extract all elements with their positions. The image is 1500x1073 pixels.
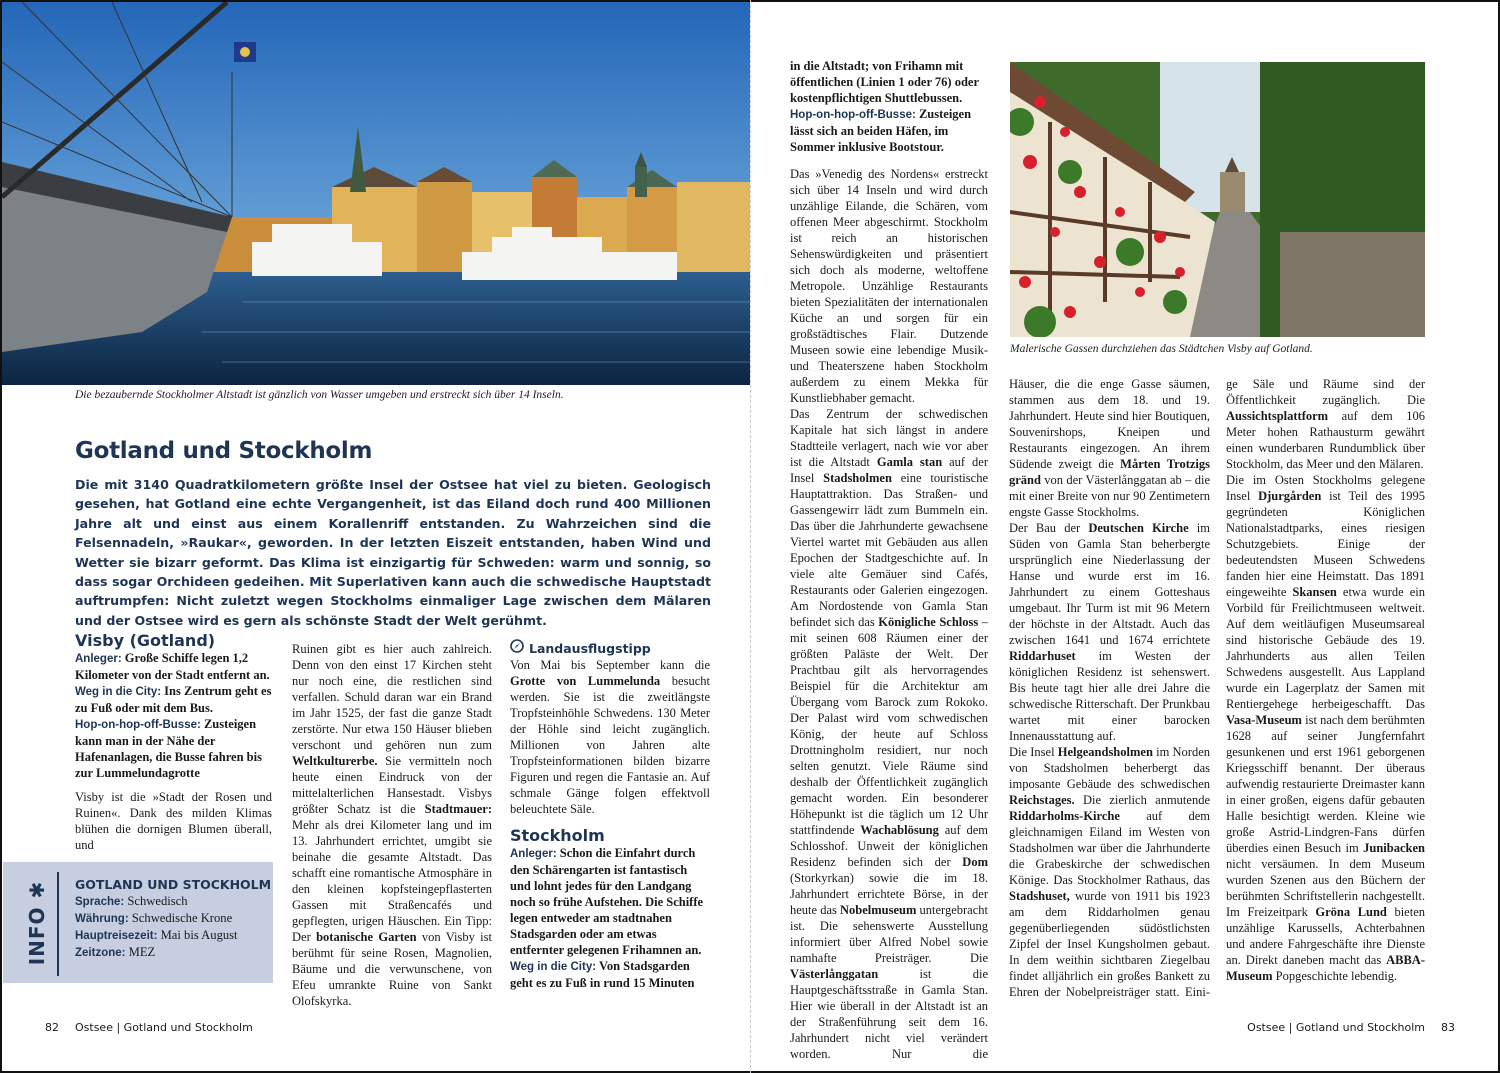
page-number-right: 83 [1441, 1021, 1455, 1034]
bold-term: ABBA-Museum [1226, 953, 1425, 983]
stockholm-body-column-2 [1009, 376, 1210, 1000]
text-run: etwa wurde ein Vorbild für Freilichtmuseen weltweit. Auf dem weitläufigen Museumsareal sind historische Gebäude des 19. Jahrhunderts aus allen Teilen Schwedens ausgestellt. Aus Lappland wurde ein Lagerplatz der Samen mit Rentiergehege herbeigeschafft. Das [1226, 585, 1426, 711]
body-paragraph [790, 406, 988, 1062]
bold-term: Gröna Lund [1315, 905, 1387, 919]
info-divider [57, 872, 59, 976]
info-row [75, 893, 271, 910]
text-run: Zusteigen kann man in der Nähe der Hafenanlagen, die Busse fahren bis zur Lummelundagrotte [75, 717, 262, 780]
bold-term: Västerlånggatan [790, 967, 879, 981]
text-run: Ins Zentrum geht es zu Fuß oder mit dem Bus. [75, 684, 272, 715]
body-paragraph [1226, 376, 1425, 472]
text-run: Popgeschichte lebendig. [1272, 969, 1398, 983]
visby-alley-photo [1010, 62, 1425, 337]
text-run: auf der Insel [790, 455, 988, 485]
text-run: auf dem 106 Meter hohen Rathausturm gewährt einen wunderbaren Rundumblick über Stockholm, das Meer und den Mälaren. [1226, 409, 1425, 471]
info-row-label: Sprache: [75, 896, 125, 908]
bold-term: Helgeandsholmen [1057, 745, 1153, 759]
text-run: Die zierlich anmutende [1074, 793, 1210, 807]
text-run: Der Bau der [1009, 521, 1089, 535]
stockholm-old-town-photo [2, 2, 750, 385]
stockholm-facts [510, 845, 710, 991]
text-run: Ruinen gibt es hier auch zahlreich. Denn von den einst 17 Kirchen steht nur noch eine, die restlichen sind verfallen. Schuld daran war ein Brand im Jahr 1525, der fast die ganze Stadt zerstörte. Nur etwa 150 Häuser blieben verschont und gehören nun zum [292, 642, 492, 752]
text-run: Große Schiffe legen 1,2 Kilometer von der Stadt entfernt an. [75, 651, 270, 682]
text-run: besucht werden. Sie ist die zweitlängste Tropfsteinhöhle Schwedens. 130 Meter der Höhle sind leicht zugänglich. Millionen von Jahren alte Tropfsteinformationen bilden bizarre Figuren und regen die Fantasie an. Auf schmale Gänge folgen effektvoll beleuchtete Säle. [510, 674, 710, 816]
bold-term: Grotte von Lummelunda [510, 674, 661, 688]
info-row-label: Zeitzone: [75, 947, 126, 959]
tip-body [510, 657, 710, 817]
text-run: im Westen der königlichen Residenz ist sehenswert. Bis heute tagt hier alle drei Jahre die schwedische Ritterschaft. Der Prunkbau wartet mit einer barocken Innenausstattung auf. [1009, 649, 1210, 743]
page-title: Gotland und Stockholm [75, 438, 373, 464]
stockholm-column [510, 827, 710, 991]
text-run: ist nach dem berühmten 1628 auf seiner Jungfernfahrt gesunkenen und erst 1961 geborgenen Kriegsschiff benannt. Der überaus aufwendig restaurierte Dreimaster kann in einer großen, eigens dafür gebauten Halle besichtigt werden. Kleine wie große Astrid-Lindgren-Fans dürfen überdies einen Besuch im [1226, 713, 1425, 855]
info-row-value: MEZ [125, 945, 156, 959]
info-box [3, 862, 273, 983]
fact-line [790, 58, 990, 106]
text-run: im Süden von Gamla Stan beherbergte ursprünglich eine Niederlassung der Hanse und wurde erst im 16. Jahrhundert zu einem Gotteshaus umgebaut. Ihr Turm ist mit 96 Metern der höchste in der Altstadt. Auch das zwischen 1641 und 1674 errichtete [1009, 521, 1211, 647]
stockholm-body-column-3 [1226, 376, 1425, 984]
body-paragraph [1226, 472, 1425, 984]
fact-label: Anleger: [510, 848, 557, 860]
bold-term: Wachablösung [860, 823, 939, 837]
fact-label: Anleger: [75, 653, 122, 665]
text-run: Visby ist die »Stadt der Rosen und Ruinen«. Dank des milden Klimas blühen die dornigen Blumen überall, und [75, 790, 272, 852]
text-run: Zusteigen lässt sich an beiden Häfen, im Sommer inklusive Bootstour. [790, 107, 972, 154]
bold-term: Riddarholms-Kirche [1009, 809, 1120, 823]
bold-term: Nobelmuseum [839, 903, 917, 917]
info-row [75, 910, 271, 927]
running-head-right: Ostsee | Gotland und Stockholm [1247, 1021, 1425, 1034]
stockholm-facts-continued [790, 58, 990, 155]
text-run: bieten unzählige Karussells, Achterbahnen und andere Fahrgeschäfte ihre Dienste an. Direkt daneben macht das [1226, 905, 1425, 967]
fact-line [510, 845, 710, 958]
text-run: Sie vermitteln noch heute einen Eindruck von der mittelalterlichen Hansestadt. Visbys größter Schatz ist die [292, 754, 492, 816]
bold-term: Djurgården [1258, 489, 1322, 503]
visby-heading: Visby (Gotland) [75, 631, 216, 650]
body-paragraph [1009, 744, 1210, 1000]
info-label: INFO ✱ [25, 880, 49, 966]
text-run: Das Zentrum der schwedischen Kapitale hat sich längst in andere Stadtteile verlagert, nach wie vor aber ist die Altstadt [790, 407, 988, 469]
info-title: GOTLAND UND STOCKHOLM [75, 877, 272, 892]
bold-term: Weltkulturerbe. [292, 754, 378, 768]
text-run: von der Västerlånggatan ab – die mit einer Breite von nur 90 Zentimetern engste Gasse Stockholms. [1009, 473, 1210, 519]
text-run: auf dem Schlosshof. Unweit der königlichen Residenz befinden sich der [790, 823, 988, 869]
fact-label: Hop-on-hop-off-Busse: [75, 719, 201, 731]
bold-term: Deutschen Kirche [1088, 521, 1189, 535]
stockholm-heading: Stockholm [510, 826, 605, 845]
info-row-value: Schwedische Krone [128, 911, 233, 925]
info-row [75, 944, 271, 961]
visby-column [75, 632, 272, 853]
info-row-value: Schwedisch [124, 894, 188, 908]
text-run: (Storkyrkan) sowie die im 18. Jahrhundert errichtete Börse, in der heute das [790, 871, 988, 917]
bold-term: Skansen [1292, 585, 1337, 599]
fact-line [75, 650, 272, 683]
bold-term: Riddarhuset [1009, 649, 1076, 663]
bold-term: Königliche Schloss [878, 615, 979, 629]
bold-term: Gamla stan [876, 455, 943, 469]
text-run: wurde von 1911 bis 1923 am dem Riddarholmen genau gegenüberliegenden südöstlichsten Zipfel der Insel Kungsholmen gebaut. In dem weithin sichtbaren Ziegelbau findet alljährlich ein großes Bankett zu Ehren der Nobelpreisträger statt. Eini- [1009, 889, 1210, 999]
bold-term: Aussichtsplattform [1226, 409, 1329, 423]
fact-label: Hop-on-hop-off-Busse: [790, 109, 916, 121]
page-number-left: 82 [45, 1021, 59, 1034]
text-run: untergebracht ist. Die sehenswerte Ausstellung informiert über Alfred Nobel sowie namhafte Preisträger. Die [790, 903, 989, 965]
info-row-label: Währung: [75, 913, 129, 925]
text-run: – mit seinen 608 Räumen einer der größten Paläste der Welt. Der Prachtbau gilt als hervorragendes Beispiel für die Architektur am Übergang vom Barock zum Rokoko. Der Palast wird vom schwedischen König, der heute auf Schloss Drottningholm residiert, nur noch selten genutzt. Viele Räume sind deshalb der Öffentlichkeit zugänglich gemacht worden. Ein besonderer Höhepunkt ist die täglich um 12 Uhr stattfindende [790, 615, 989, 837]
stockholm-body-column-1 [790, 166, 988, 1062]
text-run: ge Säle und Räume sind der Öffentlichkeit zugänglich. Die [1226, 377, 1425, 407]
bold-term: Dom [962, 855, 988, 869]
text-run: eine touristische Hauptattraktion. Das Straßen- und Gassengewirr lädt zum Bummeln ein. Das über die Jahrhunderte gewachsene Viertel wartet mit Gebäuden aus allen Epochen der Stadtgeschichte auf. In viele alte Gemäuer sind Cafés, Restaurants oder Galerien eingezogen. Am Nordostende von Gamla Stan befindet sich das [790, 471, 988, 629]
intro-paragraph: Die mit 3140 Quadratkilometern größte Insel der Ostsee hat viel zu bieten. Geologisch gesehen, hat Gotland eine echte Vergangenheit, ist das Eiland doch rund 400 Millionen Jahre alt und einst aus einem Korallenriff entstanden. Zu Wahrzeichen sind die Felsennadeln, »Raukar«, geworden. In der letzten Eiszeit entstanden, haben Wind und Wetter sie bizarr geformt. Das Klima ist einzigartig für Schweden: warm und sonnig, so dass sogar Orchideen gedeihen. Mit Superlativen kann auch die schwedische Hauptstadt auftrumpfen: Nicht zuletzt wegen Stockholms einmaliger Lage zwischen dem Mälaren und der Ostsee wird es gern als schönste Stadt der Welt gerühmt. [75, 477, 711, 628]
visby-body-continued [292, 641, 492, 1009]
visby-body [75, 789, 272, 853]
text-run: Von Mai bis September kann die [510, 658, 710, 672]
bold-term: Reichstages. [1009, 793, 1075, 807]
body-paragraph [1009, 376, 1210, 520]
fact-label: Weg in die City: [75, 686, 162, 698]
fact-line [75, 716, 272, 781]
text-run: auf dem gleichnamigen Eiland im Westen von Stadsholmen war über die Jahrhunderte die Grabeskirche der schwedischen Könige. Das Stockholmer Rathaus, das [1009, 809, 1210, 887]
fact-line [75, 683, 272, 716]
fact-label: Weg in die City: [510, 961, 597, 973]
info-rows [75, 893, 271, 961]
info-row-label: Hauptreisezeit: [75, 930, 158, 942]
body-paragraph [790, 166, 988, 406]
text-run: ist Teil des 1995 gegründeten Königlichen Nationalstadtparks, eines riesigen Schutzgebiets. Einige der bedeutendsten Museen Schwedens fanden hier eine Heimstatt. Das 1891 eingeweihte [1226, 489, 1425, 599]
bold-term: Stadtmauer: [424, 802, 492, 816]
info-side-label [17, 870, 57, 976]
photo-caption: Malerische Gassen durchziehen das Städtchen Visby auf Gotland. [1010, 343, 1313, 355]
compass-icon [510, 639, 524, 657]
photo-caption: Die bezaubernde Stockholmer Altstadt ist gänzlich von Wasser umgeben und erstreckt sich über 14 Inseln. [75, 389, 564, 401]
text-run: Die im Osten Stockholms gelegene Insel [1226, 473, 1425, 503]
body-paragraph [1009, 520, 1210, 744]
bold-term: Mårten Trotzigs gränd [1009, 457, 1210, 487]
text-run: Die Insel [1009, 745, 1058, 759]
bold-term: Stadsholmen [823, 471, 892, 485]
text-run: ist die Hauptgeschäftsstraße in Gamla Stan. Hier wie überall in der Altstadt ist an der Straßenführung seit dem 16. Jahrhundert nicht viel verändert worden. Nur die [790, 967, 988, 1061]
excursion-tip [510, 639, 710, 817]
text-run: Von Stadsgarden geht es zu Fuß in rund 15 Minuten [510, 959, 695, 990]
tip-heading: Landausflugstipp [529, 640, 651, 656]
text-run: nicht versäumen. In dem Museum wurden Szenen aus den Büchern der berühmten Schriftstellerin nachgestellt. Im Freizeitpark [1226, 857, 1425, 919]
bold-term: botanische Garten [316, 930, 417, 944]
visby-facts [75, 650, 272, 781]
text-run: Das »Venedig des Nordens« erstreckt sich über 14 Inseln und wird durch unzählige Eilande, die Schären, vom offenen Meer abgeschirmt. Stockholm ist reich an historischen Sehenswürdigkeiten und präsentiert sich doch als moderne, weltoffene Metropole. Unzählige Restaurants bieten Spezialitäten der internationalen Küche an und sorgen für ein großstädtisches Flair. Dutzende Museen sowie eine lebendige Musik- und Theaterszene haben Stockholm außerdem zu einem Mekka für Kunstliebhaber gemacht. [790, 167, 988, 405]
text-run: in die Altstadt; von Frihamn mit öffentlichen (Linien 1 oder 76) oder kostenpflichtigen Shuttlebussen. [790, 59, 979, 105]
bold-term: Stadshuset, [1009, 889, 1070, 903]
bold-term: Junibacken [1363, 841, 1425, 855]
fact-line [790, 106, 990, 155]
page-fold [750, 0, 751, 1073]
text-run: im Norden von Stadsholmen beherbergt das imposante Gebäude des schwedischen [1009, 745, 1210, 791]
text-run: von Visby ist berühmt für seine Rosen, Magnolien, Bäume und die verwunschene, von Efeu umrankte Ruine von Sankt Olofskyrka. [292, 930, 492, 1008]
bold-term: Vasa-Museum [1226, 713, 1302, 727]
running-head-left: Ostsee | Gotland und Stockholm [75, 1021, 253, 1034]
fact-line [510, 958, 710, 991]
info-row-value: Mai bis August [157, 928, 238, 942]
text-run: Häuser, die die enge Gasse säumen, stammen aus dem 18. und 19. Jahrhundert. Heute sind hier Boutiquen, Souvenirshops, Kneipen und Restaurants eingezogen. An ihrem Südende zweigt die [1009, 377, 1210, 471]
info-row [75, 927, 271, 944]
text-run: Schon die Einfahrt durch den Schärengarten ist fantastisch und lohnt jedes für den Landgang noch so frühe Aufstehen. Die Schiffe legen entweder am stadtnahen Stadsgarden oder am etwas entfernter gelegenen Frihamnen an. [510, 846, 704, 957]
text-run: Mehr als drei Kilometer lang und im 13. Jahrhundert errichtet, umgibt sie beinahe die gesamte Altstadt. Das schafft eine romantische Atmosphäre in den kleinen kopfsteingepflasterten Gassen mit Straßencafés und gepflegten, urigen Häuschen. Ein Tipp: Der [292, 818, 492, 944]
